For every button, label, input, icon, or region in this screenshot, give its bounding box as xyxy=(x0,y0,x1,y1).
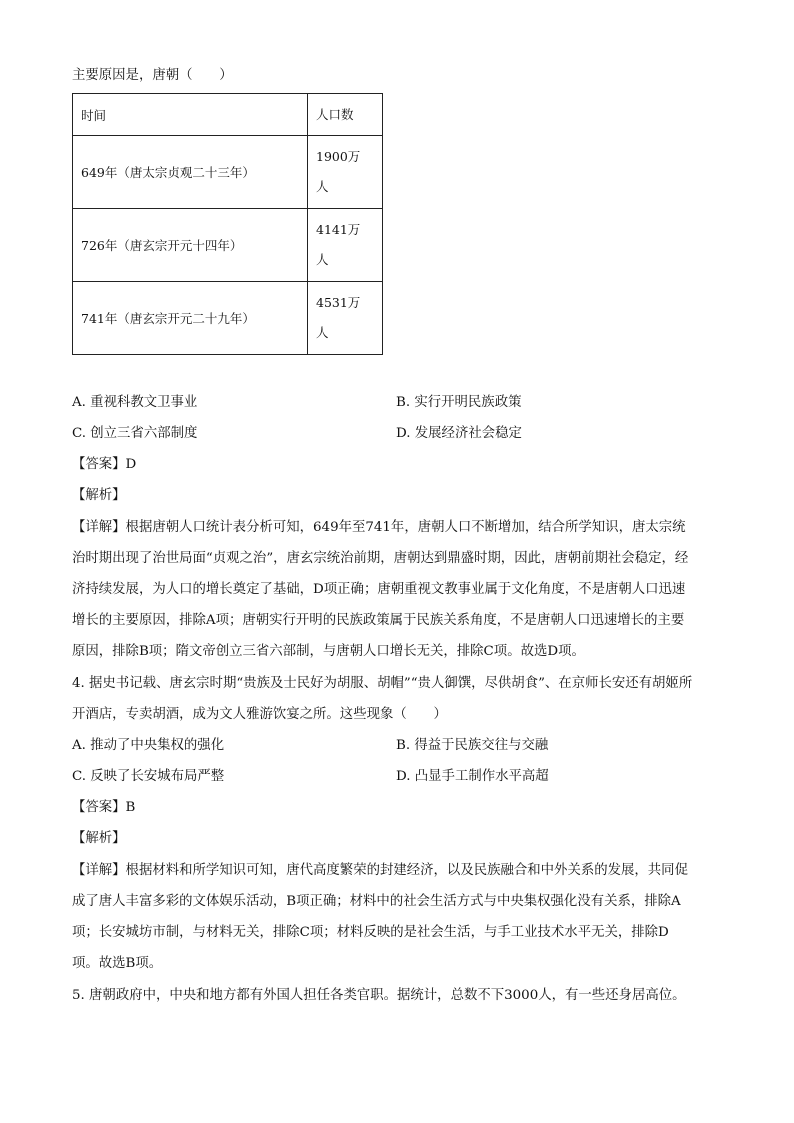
population-table xyxy=(72,93,383,355)
q4-detail-line: 项。故选B项。 xyxy=(72,956,163,971)
cell-population xyxy=(308,209,383,282)
q4-stem-line: 4. 据史书记载、唐玄宗时期“贵族及士民好为胡服、胡帽”“贵人御馔，尽供胡食”、在京师长安还有胡姬所 xyxy=(72,676,693,691)
q4-stem xyxy=(72,668,720,730)
q3-detail-line: 【详解】根据唐朝人口统计表分析可知，649年至741年，唐朝人口不断增加，结合所学知识，唐太宗统 xyxy=(72,520,686,535)
q3-detail-line: 原因，排除B项；隋文帝创立三省六部制，与唐朝人口增长无关，排除C项。故选D项。 xyxy=(72,644,585,659)
q3-stem-tail: 主要原因是，唐朝（ ） xyxy=(72,68,233,83)
cell-time: 649年（唐太宗贞观二十三年） xyxy=(73,136,308,209)
table-header-row xyxy=(73,94,383,136)
q4-detail-line: 【详解】根据材料和所学知识可知，唐代高度繁荣的封建经济，以及民族融合和中外关系的发展，共同促 xyxy=(72,863,688,878)
cell-time: 741年（唐玄宗开元二十九年） xyxy=(73,282,308,355)
table-row xyxy=(73,209,383,282)
population-unit: 人 xyxy=(316,325,329,340)
table-row xyxy=(73,136,383,209)
q3-detail-line: 济持续发展，为人口的增长奠定了基础，D项正确；唐朝重视文教事业属于文化角度，不是唐朝人口迅速 xyxy=(72,582,686,597)
q3-detail xyxy=(72,512,720,667)
q3-detail-line: 增长的主要原因，排除A项；唐朝实行开明的民族政策属于民族关系角度，不是唐朝人口迅速增长的主要 xyxy=(72,613,685,628)
header-population: 人口数 xyxy=(308,94,383,136)
q3-answer: 【答案】D xyxy=(72,457,137,472)
q4-stem-line: 开酒店，专卖胡酒，成为文人雅游饮宴之所。这些现象（ ） xyxy=(72,707,447,722)
q4-detail-line: 成了唐人丰富多彩的文体娱乐活动，B项正确；材料中的社会生活方式与中央集权强化没有关系，排除A xyxy=(72,894,681,909)
q3-option-b: B. 实行开明民族政策 xyxy=(396,395,522,410)
q4-option-a: A. 推动了中央集权的强化 xyxy=(72,738,225,753)
population-value: 1900万 xyxy=(316,149,361,164)
population-value: 4141万 xyxy=(316,222,361,237)
q3-option-a: A. 重视科教文卫事业 xyxy=(72,395,198,410)
cell-time: 726年（唐玄宗开元十四年） xyxy=(73,209,308,282)
q3-analysis-label: 【解析】 xyxy=(72,488,126,503)
q3-option-c: C. 创立三省六部制度 xyxy=(72,426,198,441)
q4-answer: 【答案】B xyxy=(72,800,136,815)
population-value: 4531万 xyxy=(316,295,361,310)
q4-option-b: B. 得益于民族交往与交融 xyxy=(396,738,549,753)
q4-detail xyxy=(72,855,720,979)
cell-population xyxy=(308,282,383,355)
q4-analysis-label: 【解析】 xyxy=(72,831,126,846)
population-unit: 人 xyxy=(316,179,329,194)
q4-option-c: C. 反映了长安城布局严整 xyxy=(72,769,225,784)
table-row xyxy=(73,282,383,355)
q4-detail-line: 项；长安城坊市制，与材料无关，排除C项；材料反映的是社会生活，与手工业技术水平无关，排除D xyxy=(72,925,669,940)
population-unit: 人 xyxy=(316,252,329,267)
q3-detail-line: 治时期出现了治世局面“贞观之治”，唐玄宗统治前期，唐朝达到鼎盛时期，因此，唐朝前期社会稳定，经 xyxy=(72,551,689,566)
q4-option-d: D. 凸显手工制作水平高超 xyxy=(396,769,549,784)
header-time: 时间 xyxy=(73,94,308,136)
q3-option-d: D. 发展经济社会稳定 xyxy=(396,426,522,441)
cell-population xyxy=(308,136,383,209)
q5-stem: 5. 唐朝政府中，中央和地方都有外国人担任各类官职。据统计，总数不下3000人，有一些还身居高位。 xyxy=(72,988,686,1003)
